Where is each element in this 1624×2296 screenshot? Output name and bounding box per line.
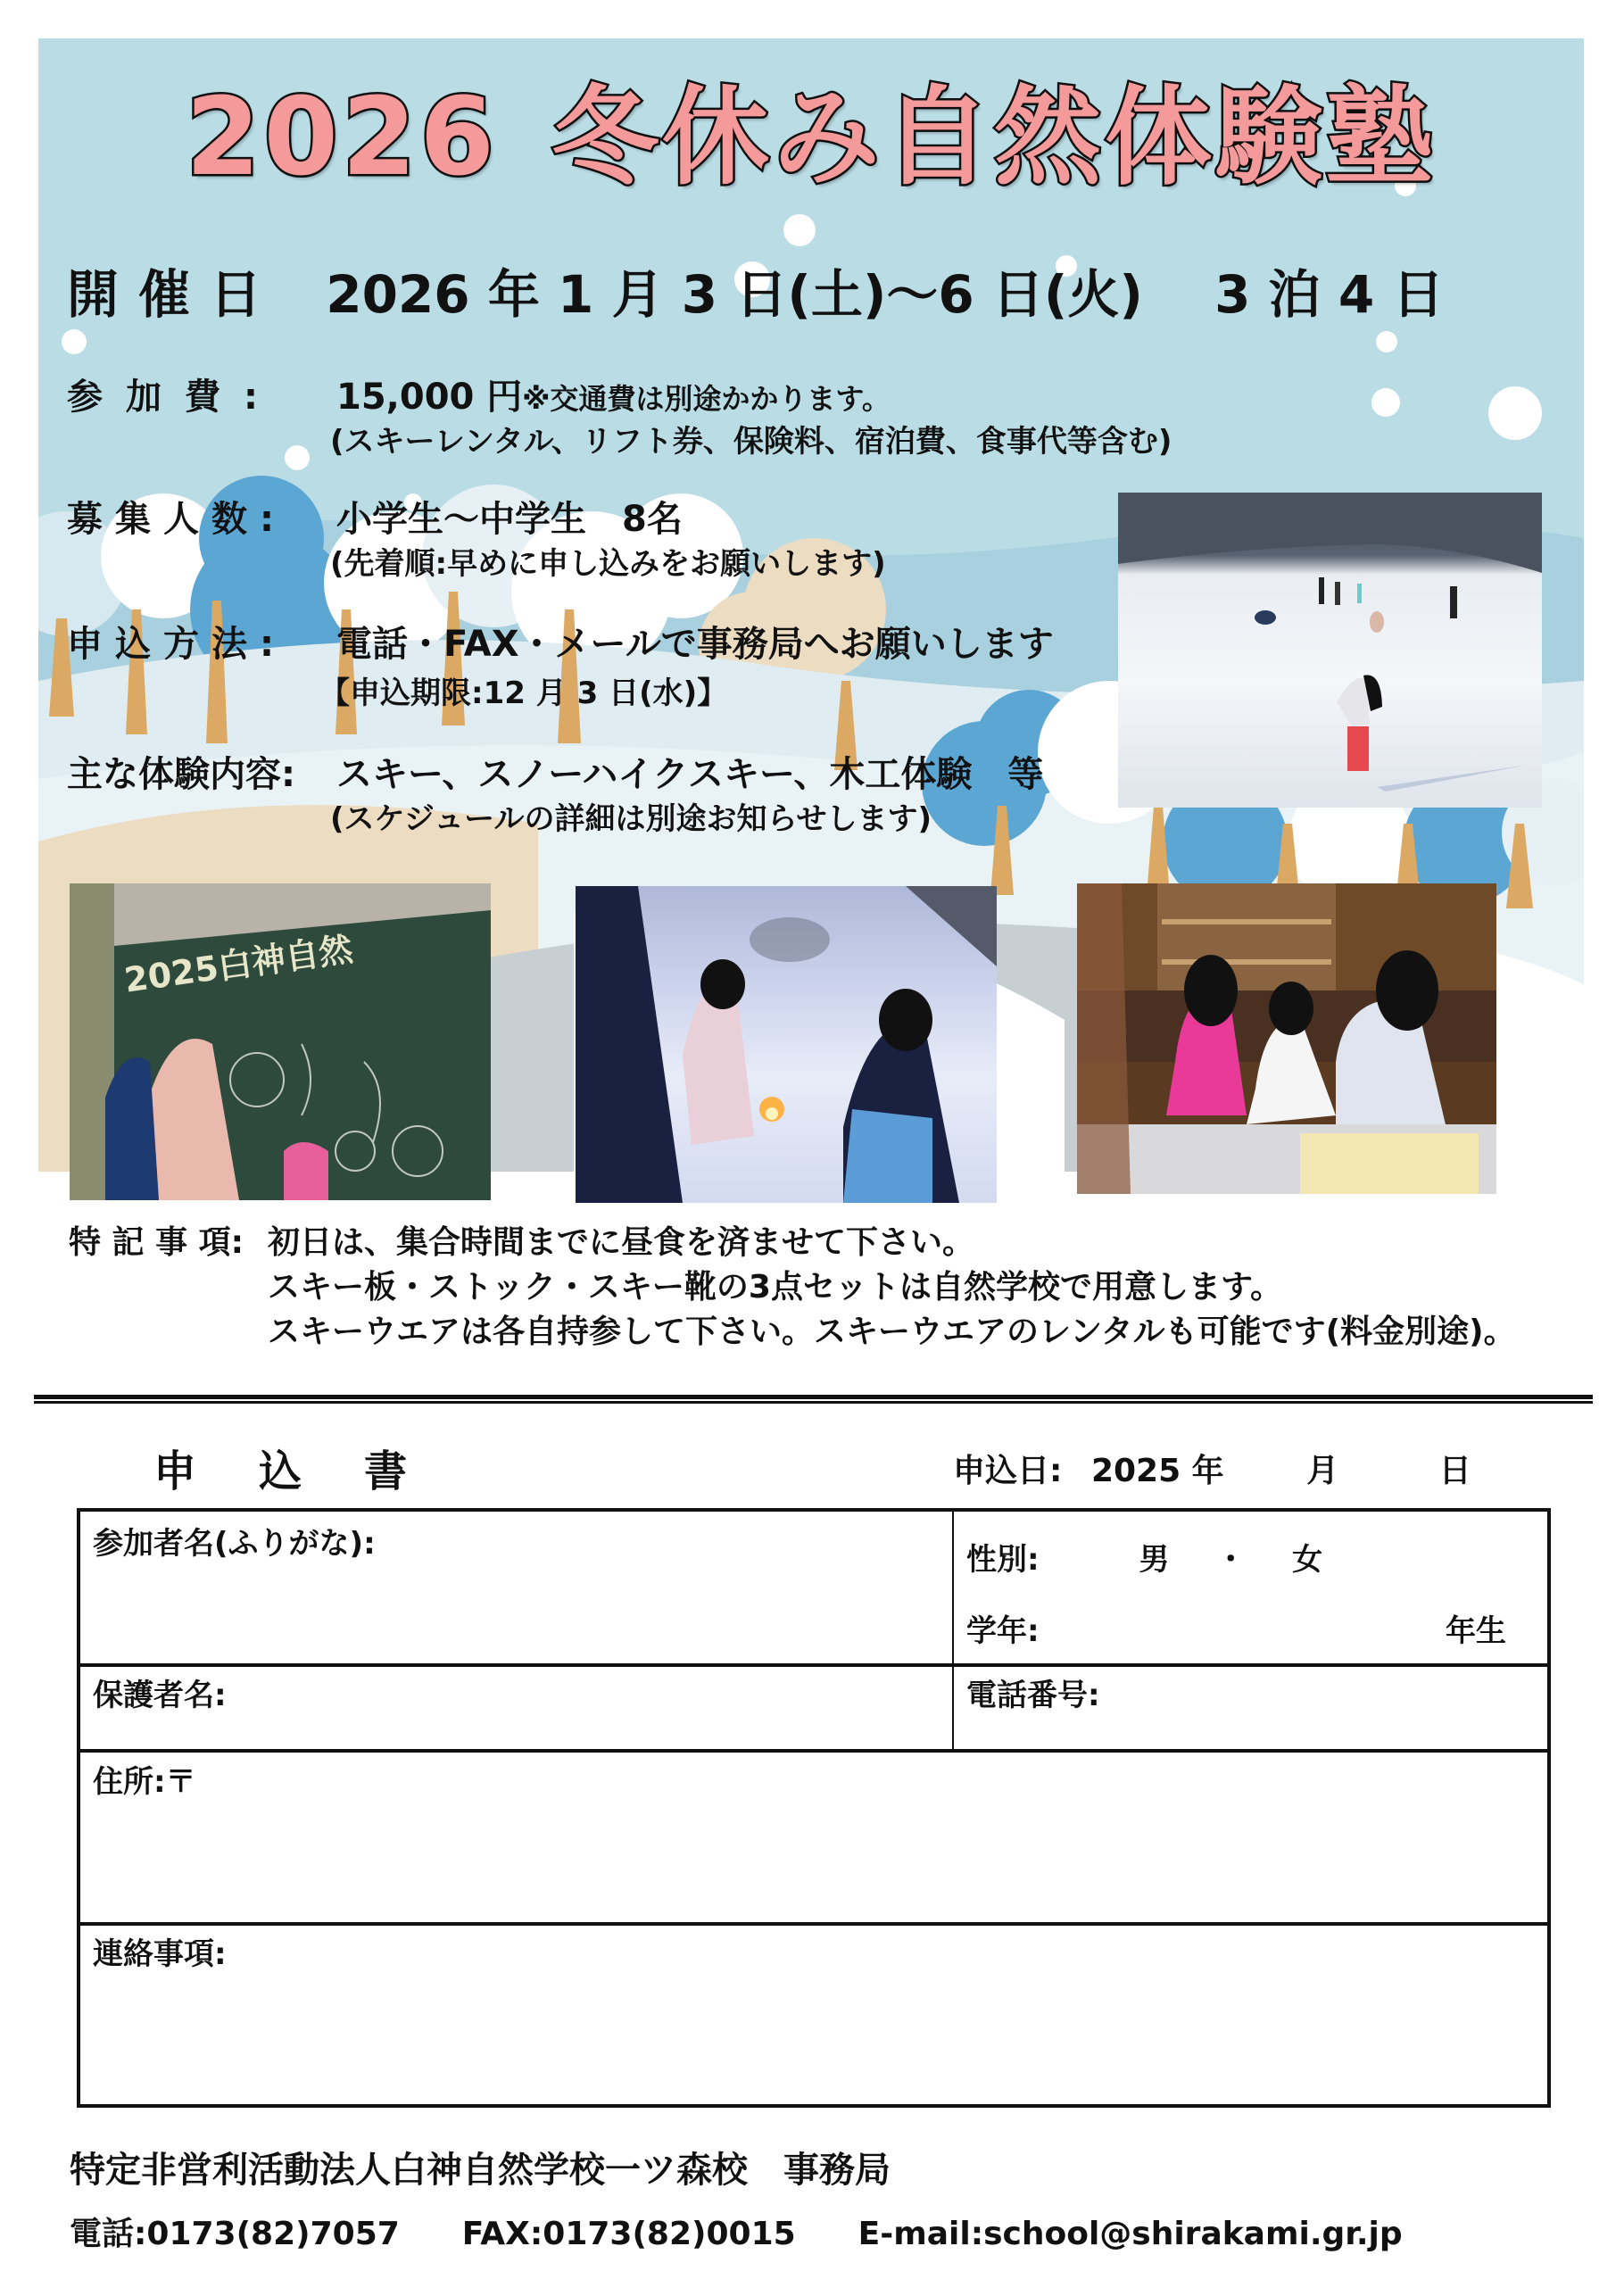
application-date xyxy=(953,1446,1471,1491)
campfire-in-snow-photo xyxy=(576,886,997,1203)
column-divider xyxy=(952,1512,954,1753)
fee-value: 15,000 円 xyxy=(336,377,523,418)
event-date-label: 開催日 xyxy=(67,264,282,325)
grade-field[interactable] xyxy=(1044,1601,1437,1645)
application-date-year: 2025 年 xyxy=(1090,1453,1224,1489)
activities-value: スキー、スノーハイクスキー、木工体験 等 xyxy=(336,754,1044,795)
grade-label: 学年: xyxy=(966,1613,1040,1649)
special-note-line-3: スキーウエアは各自持参して下さい。スキーウエアのレンタルも可能です(料金別途)。 xyxy=(268,1314,1516,1350)
application-date-label: 申込日: xyxy=(953,1453,1063,1489)
chalkboard-drawing-photo xyxy=(70,883,491,1200)
guardian-name-field[interactable]: 保護者名: xyxy=(93,1678,227,1713)
gender-separator: ・ xyxy=(1215,1542,1247,1578)
title-text: 冬休み自然体験塾 xyxy=(551,76,1437,200)
form-heading: 申込書 xyxy=(153,1446,470,1496)
gender-option-female[interactable]: 女 xyxy=(1292,1542,1323,1578)
fee-label: 参加費: xyxy=(67,377,281,418)
activities-note: (スケジュールの詳細は別途お知らせします) xyxy=(330,801,932,837)
gender-field[interactable] xyxy=(966,1535,1322,1579)
row-divider xyxy=(80,1663,1547,1667)
event-date-line xyxy=(67,263,1444,326)
organization-name: 特定非営利活動法人白神自然学校一ツ森校 事務局 xyxy=(70,2150,891,2191)
fee-value-line xyxy=(336,375,891,421)
application-form-table xyxy=(77,1508,1551,2108)
application-date-day: 日 xyxy=(1438,1453,1471,1489)
snow-field-skiing-photo xyxy=(1118,493,1542,808)
participant-name-field[interactable]: 参加者名(ふりがな): xyxy=(93,1526,376,1562)
contact-email[interactable]: E-mail:school@shirakami.gr.jp xyxy=(858,2216,1403,2252)
row-divider xyxy=(80,1922,1547,1926)
capacity-note: (先着順:早めに申し込みをお願いします) xyxy=(330,546,886,582)
gender-label: 性別: xyxy=(966,1542,1040,1578)
phone-number-field[interactable]: 電話番号: xyxy=(966,1678,1100,1713)
event-date-value: 2026 年 1 月 3 日(土)～6 日(火) xyxy=(326,264,1143,325)
application-date-month: 月 xyxy=(1306,1453,1339,1489)
address-field[interactable]: 住所:〒 xyxy=(93,1764,196,1800)
row-divider xyxy=(80,1749,1547,1753)
poster-title xyxy=(38,71,1584,205)
application-deadline: 【申込期限:12 月 3 日(水)】 xyxy=(319,676,728,711)
special-note-line-1: 初日は、集合時間までに昼食を済ませて下さい。 xyxy=(268,1224,975,1261)
special-note-line-2: スキー板・ストック・スキー靴の3点セットは自然学校で用意します。 xyxy=(268,1269,1283,1305)
contact-notes-field[interactable]: 連絡事項: xyxy=(93,1936,227,1972)
application-method-value: 電話・FAX・メールで事務局へお願いします xyxy=(336,624,1054,665)
gender-option-male[interactable]: 男 xyxy=(1139,1542,1170,1578)
chalkboard-text: 2025白神自然 xyxy=(121,929,356,1000)
contact-info xyxy=(70,2209,1465,2254)
title-year: 2026 xyxy=(186,76,498,200)
activities-label: 主な体験内容: xyxy=(67,754,295,795)
grade-suffix: 年生 xyxy=(1446,1613,1506,1649)
special-notes-label: 特 記 事 項: xyxy=(69,1224,244,1261)
fee-note: ※交通費は別途かかります。 xyxy=(522,382,891,416)
event-duration: 3 泊 4 日 xyxy=(1214,264,1445,325)
contact-phone: 電話:0173(82)7057 xyxy=(70,2216,400,2252)
fee-includes: (スキーレンタル、リフト券、保険料、宿泊費、食事代等含む) xyxy=(330,424,1172,460)
section-divider xyxy=(34,1395,1593,1404)
capacity-label: 募集人数: xyxy=(67,499,286,540)
mochi-making-photo xyxy=(1077,883,1496,1194)
application-method-label: 申込方法: xyxy=(67,624,286,665)
contact-fax: FAX:0173(82)0015 xyxy=(461,2216,796,2252)
capacity-value: 小学生～中学生 8名 xyxy=(336,499,683,540)
